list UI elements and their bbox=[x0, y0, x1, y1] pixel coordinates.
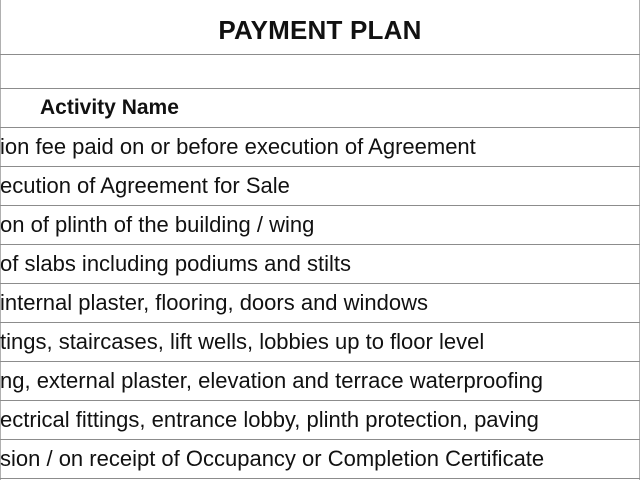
title-row bbox=[0, 0, 640, 55]
activity-row bbox=[0, 245, 640, 284]
activity-row bbox=[0, 206, 640, 245]
activity-row bbox=[0, 440, 640, 479]
activity-row bbox=[0, 128, 640, 167]
activity-row bbox=[0, 323, 640, 362]
activity-text: sion / on receipt of Occupancy or Completion Certificate bbox=[0, 446, 545, 471]
activity-row bbox=[0, 401, 640, 440]
activity-text: ion fee paid on or before execution of Agreement bbox=[0, 134, 476, 159]
column-header-row bbox=[0, 89, 640, 128]
activity-text: ng, external plaster, elevation and terrace waterproofing bbox=[0, 368, 543, 393]
activity-name-header: Activity Name bbox=[40, 96, 179, 119]
activity-row bbox=[0, 167, 640, 206]
blank-row bbox=[0, 55, 640, 89]
activity-text: on of plinth of the building / wing bbox=[0, 212, 315, 237]
activity-text: ecution of Agreement for Sale bbox=[0, 173, 290, 198]
activity-text: tings, staircases, lift wells, lobbies up to floor level bbox=[0, 329, 485, 354]
activity-row bbox=[0, 284, 640, 323]
activity-rows bbox=[0, 128, 640, 479]
activity-text: internal plaster, flooring, doors and windows bbox=[0, 290, 429, 315]
activity-row bbox=[0, 362, 640, 401]
sheet-title: PAYMENT PLAN bbox=[218, 14, 422, 45]
activity-text: of slabs including podiums and stilts bbox=[0, 251, 351, 276]
activity-text: ectrical fittings, entrance lobby, plinth protection, paving bbox=[0, 407, 539, 432]
